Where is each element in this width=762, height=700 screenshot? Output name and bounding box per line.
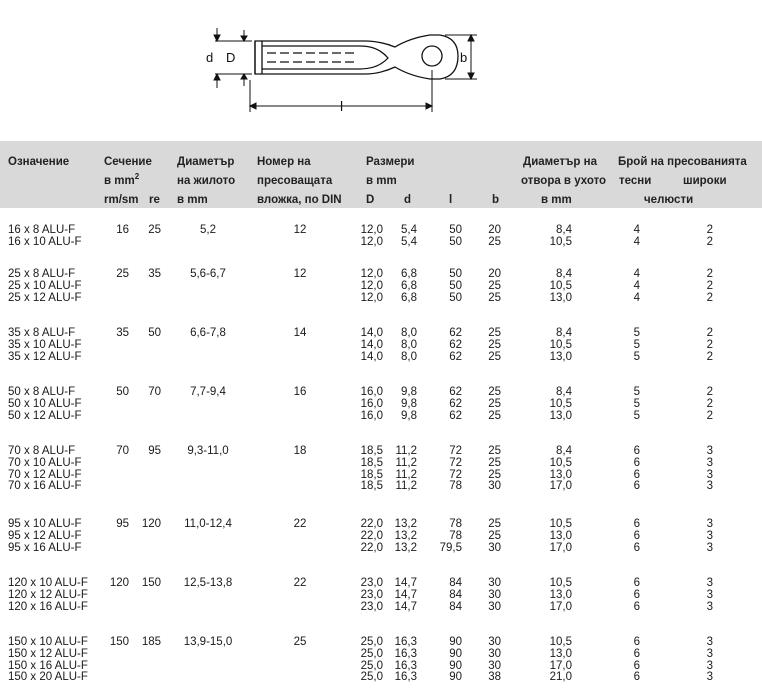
cell-l: 84 [449,600,462,613]
cell-section-rm: 35 [116,327,129,339]
cell-D: 12,0 [360,291,383,304]
cell-designation: 120 x 10 ALU-F [8,577,88,589]
cell-designation: 50 x 10 ALU-F [8,397,82,410]
cell-press-wide: 3 [706,445,713,457]
cell-press-narrow: 6 [633,529,640,542]
cell-d: 14,7 [394,600,417,613]
cell-section-rm: 25 [116,268,129,280]
cell-press-wide: 2 [706,350,713,363]
header-press-l1: Брой на пресованията [618,156,747,168]
cell-press-wide: 3 [706,647,713,660]
cell-D: 23,0 [360,600,383,613]
cell-die-number: 22 [293,518,307,530]
table-row [0,398,762,410]
cell-press-wide: 3 [706,588,713,601]
cell-wire-diameter: 9,3-11,0 [187,445,229,457]
cell-hole-diameter: 13,0 [549,291,572,304]
cell-press-narrow: 4 [633,268,640,280]
cell-D: 23,0 [360,588,383,601]
cell-designation: 16 x 8 ALU-F [8,224,76,236]
table-row [0,386,762,398]
cell-press-narrow: 6 [633,518,640,530]
dim-d-label: d [206,50,214,65]
cell-press-wide: 3 [706,468,713,481]
header-diameter-l3: в mm [177,194,208,206]
table-row [0,236,762,248]
cell-d: 9,8 [401,397,417,410]
header-press-narrow: тесни [619,175,652,187]
cell-wire-diameter: 6,6-7,8 [190,327,226,339]
cell-designation: 35 x 10 ALU-F [8,338,82,351]
cell-D: 16,0 [360,409,383,422]
header-dims-l2: в mm [366,175,397,187]
cell-l: 90 [449,636,462,648]
cell-press-narrow: 6 [633,480,640,493]
cell-hole-diameter: 10,5 [549,456,572,469]
cell-l: 78 [449,529,462,542]
cell-designation: 70 x 12 ALU-F [8,468,82,481]
cell-b: 25 [488,445,501,457]
cell-l: 50 [449,224,462,236]
cell-section-re: 25 [148,224,161,236]
cell-d: 16,3 [394,671,417,684]
cell-press-narrow: 6 [633,647,640,660]
cell-l: 62 [449,386,462,398]
header-designation: Означение [8,156,70,168]
cell-press-wide: 3 [706,636,713,648]
cell-press-narrow: 4 [633,291,640,304]
table-row [0,268,762,280]
cell-d: 13,2 [394,518,417,530]
cell-designation: 25 x 10 ALU-F [8,279,82,292]
header-press-jaws: челюсти [644,194,694,206]
cell-press-wide: 3 [706,541,713,554]
cell-hole-diameter: 13,0 [549,350,572,363]
header-hole-l2: отвора в ухото [521,175,607,187]
cell-press-narrow: 6 [633,671,640,684]
cell-D: 12,0 [360,235,383,248]
cell-l: 72 [449,445,462,457]
cell-press-narrow: 5 [633,327,640,339]
cell-wire-diameter: 13,9-15,0 [183,636,233,648]
cell-hole-diameter: 10,5 [549,338,572,351]
cell-press-narrow: 6 [633,588,640,601]
cell-section-rm: 70 [116,445,129,457]
header-press-wide: широки [683,175,727,187]
header-section-re: re [149,194,160,206]
cell-press-wide: 3 [706,671,713,684]
table-row [0,351,762,363]
table-row [0,469,762,481]
table-row [0,530,762,542]
cell-designation: 120 x 12 ALU-F [8,588,88,601]
cell-designation: 95 x 16 ALU-F [8,541,82,554]
cell-b: 25 [488,386,501,398]
cell-D: 14,0 [360,327,383,339]
cell-l: 72 [449,456,462,469]
cell-d: 16,3 [394,647,417,660]
cell-die-number: 18 [293,445,307,457]
cell-press-wide: 3 [706,659,713,672]
cell-D: 18,5 [360,480,383,493]
header-dim-l: l [449,194,453,206]
cell-hole-diameter: 8,4 [556,224,572,236]
cell-press-wide: 2 [706,327,713,339]
cell-press-narrow: 5 [633,386,640,398]
cell-D: 16,0 [360,386,383,398]
cell-section-rm: 50 [116,386,129,398]
cell-press-narrow: 6 [633,659,640,672]
dim-D-label: D [226,50,236,65]
cell-D: 16,0 [360,397,383,410]
cell-hole-diameter: 10,5 [549,397,572,410]
cell-designation: 25 x 12 ALU-F [8,291,82,304]
cell-wire-diameter: 5,6-6,7 [190,268,226,280]
cell-l: 84 [449,577,462,589]
table-row [0,410,762,422]
cell-hole-diameter: 8,4 [556,268,572,280]
cell-b: 30 [488,659,501,672]
cell-press-wide: 3 [706,480,713,493]
cell-D: 22,0 [360,529,383,542]
cell-D: 18,5 [360,456,383,469]
header-die-l1: Номер на [257,156,311,168]
cell-l: 90 [449,671,462,684]
cell-section-rm: 16 [116,224,129,236]
cell-l: 62 [449,338,462,351]
table-row [0,648,762,660]
cell-l: 79,5 [439,541,462,554]
cell-b: 25 [488,518,501,530]
cell-b: 30 [488,577,501,589]
cell-designation: 35 x 12 ALU-F [8,350,82,363]
cell-designation: 150 x 10 ALU-F [8,636,88,648]
cell-press-wide: 2 [706,397,713,410]
cell-D: 18,5 [360,445,383,457]
cell-press-wide: 2 [706,291,713,304]
cell-die-number: 14 [293,327,307,339]
cell-d: 13,2 [394,541,417,554]
table-row [0,292,762,304]
table-row [0,224,762,236]
cell-designation: 70 x 16 ALU-F [8,480,82,493]
header-die-l3: вложка, по DIN [257,194,342,206]
cell-hole-diameter: 17,0 [549,541,572,554]
cell-d: 6,8 [401,291,417,304]
cell-press-narrow: 6 [633,468,640,481]
cell-b: 25 [488,456,501,469]
cell-section-re: 70 [148,386,161,398]
cell-designation: 70 x 10 ALU-F [8,456,82,469]
cell-section-re: 35 [148,268,161,280]
cell-designation: 70 x 8 ALU-F [8,445,76,457]
cell-designation: 25 x 8 ALU-F [8,268,76,280]
cell-press-wide: 3 [706,518,713,530]
header-section-l1: Сечение [104,156,152,168]
table-row [0,660,762,672]
header-hole-l1: Диаметър на [523,156,597,168]
cell-b: 25 [488,409,501,422]
cell-D: 25,0 [360,659,383,672]
cell-press-narrow: 4 [633,224,640,236]
cell-press-wide: 2 [706,386,713,398]
cell-hole-diameter: 8,4 [556,445,572,457]
cell-D: 22,0 [360,518,383,530]
cell-designation: 120 x 16 ALU-F [8,600,88,613]
table-row [0,480,762,492]
cell-b: 25 [488,279,501,292]
cell-section-rm: 95 [116,518,129,530]
cell-D: 12,0 [360,279,383,292]
cell-section-rm: 120 [109,577,129,589]
cell-D: 12,0 [360,224,383,236]
cell-b: 30 [488,600,501,613]
cell-press-wide: 3 [706,600,713,613]
cell-press-narrow: 6 [633,600,640,613]
cell-hole-diameter: 8,4 [556,386,572,398]
cell-d: 16,3 [394,636,417,648]
cell-hole-diameter: 21,0 [549,671,572,684]
cell-l: 78 [449,480,462,493]
cell-d: 13,2 [394,529,417,542]
cell-b: 25 [488,468,501,481]
cell-d: 9,8 [401,409,417,422]
header-hole-l3: в mm [541,194,572,206]
cell-designation: 50 x 12 ALU-F [8,409,82,422]
cell-l: 78 [449,518,462,530]
cell-b: 30 [488,647,501,660]
table-row [0,518,762,530]
cell-hole-diameter: 13,0 [549,409,572,422]
cell-die-number: 22 [293,577,307,589]
cell-press-narrow: 5 [633,409,640,422]
table-row [0,671,762,683]
cell-hole-diameter: 8,4 [556,327,572,339]
cell-section-re: 50 [148,327,161,339]
cell-l: 62 [449,397,462,410]
cell-d: 8,0 [401,338,417,351]
cell-D: 25,0 [360,647,383,660]
cell-d: 11,2 [395,468,417,481]
cell-press-wide: 2 [706,409,713,422]
cell-b: 30 [488,541,501,554]
cell-press-narrow: 6 [633,636,640,648]
cell-designation: 150 x 12 ALU-F [8,647,88,660]
cell-b: 30 [488,480,501,493]
cell-d: 11,2 [395,456,417,469]
cell-d: 11,2 [395,445,417,457]
cell-D: 23,0 [360,577,383,589]
cell-designation: 150 x 16 ALU-F [8,659,88,672]
cell-hole-diameter: 17,0 [549,480,572,493]
cell-hole-diameter: 13,0 [549,647,572,660]
header-section-l2: в $mm^2$ [104,172,140,187]
cell-b: 20 [488,224,501,236]
cell-designation: 50 x 8 ALU-F [8,386,76,398]
cell-press-wide: 3 [706,456,713,469]
cell-l: 62 [449,327,462,339]
cell-press-wide: 3 [706,529,713,542]
cell-press-narrow: 6 [633,445,640,457]
cell-l: 90 [449,659,462,672]
cell-l: 84 [449,588,462,601]
cell-press-narrow: 5 [633,350,640,363]
cell-d: 6,8 [401,268,417,280]
cell-hole-diameter: 10,5 [549,518,572,530]
cell-wire-diameter: 12,5-13,8 [183,577,233,589]
cell-d: 5,4 [401,235,417,248]
cell-b: 30 [488,636,501,648]
cell-hole-diameter: 10,5 [549,235,572,248]
dim-b-label: b [460,50,468,65]
cell-d: 14,7 [394,588,417,601]
cell-b: 25 [488,235,501,248]
header-die-l2: пресоващата [257,175,333,187]
cell-section-re: 185 [141,636,161,648]
header-diameter-l1: Диаметър [177,156,235,168]
cell-b: 25 [488,529,501,542]
cell-l: 62 [449,409,462,422]
cell-press-wide: 2 [706,279,713,292]
cell-press-narrow: 4 [633,279,640,292]
table-row [0,589,762,601]
cell-press-narrow: 6 [633,577,640,589]
cell-die-number: 12 [293,268,307,280]
cell-d: 5,4 [401,224,417,236]
cell-designation: 16 x 10 ALU-F [8,235,82,248]
cell-hole-diameter: 13,0 [549,529,572,542]
cell-wire-diameter: 11,0-12,4 [184,518,232,530]
cell-hole-diameter: 17,0 [549,659,572,672]
cell-press-narrow: 5 [633,397,640,410]
cell-section-re: 95 [148,445,161,457]
cell-press-narrow: 6 [633,456,640,469]
cell-D: 25,0 [360,636,383,648]
cell-hole-diameter: 10,5 [549,577,572,589]
header-dim-d: d [404,194,412,206]
cell-D: 14,0 [360,338,383,351]
cell-l: 50 [449,268,462,280]
table-row [0,577,762,589]
header-dims-l1: Размери [366,156,415,168]
table-row [0,445,762,457]
table-row [0,636,762,648]
cell-b: 25 [488,397,501,410]
cell-l: 50 [449,235,462,248]
cell-hole-diameter: 13,0 [549,588,572,601]
cell-d: 8,0 [401,327,417,339]
cell-D: 25,0 [360,671,383,684]
cell-d: 6,8 [401,279,417,292]
cell-press-narrow: 5 [633,338,640,351]
cell-d: 9,8 [401,386,417,398]
cell-die-number: 12 [293,224,307,236]
dim-l-label: l [340,98,344,114]
cell-hole-diameter: 17,0 [549,600,572,613]
cell-l: 50 [449,291,462,304]
cable-lug-diagram [0,0,762,130]
header-dim-b: b [492,194,500,206]
table-row [0,339,762,351]
cell-d: 14,7 [394,577,417,589]
cell-b: 20 [488,268,501,280]
header-dim-D: D [366,194,375,206]
cell-press-wide: 2 [706,224,713,236]
cell-b: 30 [488,588,501,601]
cell-die-number: 16 [293,386,307,398]
cell-wire-diameter: 5,2 [200,224,216,236]
cell-designation: 95 x 12 ALU-F [8,529,82,542]
cell-press-wide: 3 [706,577,713,589]
cell-hole-diameter: 10,5 [549,636,572,648]
cell-l: 62 [449,350,462,363]
table-header [0,141,762,208]
cell-D: 22,0 [360,541,383,554]
cell-D: 18,5 [360,468,383,481]
cell-press-narrow: 6 [633,541,640,554]
cell-b: 25 [488,291,501,304]
cell-designation: 35 x 8 ALU-F [8,327,76,339]
table-row [0,601,762,613]
cell-l: 50 [449,279,462,292]
cell-l: 72 [449,468,462,481]
cell-hole-diameter: 10,5 [549,279,572,292]
cell-press-narrow: 4 [633,235,640,248]
cell-D: 12,0 [360,268,383,280]
table-row [0,542,762,554]
cell-b: 38 [488,671,501,684]
cell-b: 25 [488,350,501,363]
cell-section-re: 120 [141,518,161,530]
cell-die-number: 25 [293,636,307,648]
cell-l: 90 [449,647,462,660]
cell-hole-diameter: 13,0 [549,468,572,481]
table-row [0,280,762,292]
cell-d: 11,2 [395,480,417,493]
cell-section-re: 150 [141,577,161,589]
cell-b: 25 [488,338,501,351]
table-row [0,457,762,469]
header-section-rm: rm/sm [104,194,139,206]
cell-press-wide: 2 [706,235,713,248]
cell-press-wide: 2 [706,338,713,351]
cell-D: 14,0 [360,350,383,363]
cell-press-wide: 2 [706,268,713,280]
table-row [0,327,762,339]
cell-wire-diameter: 7,7-9,4 [190,386,226,398]
cell-d: 16,3 [394,659,417,672]
header-diameter-l2: на жилото [177,175,236,187]
cell-designation: 150 x 20 ALU-F [8,671,88,684]
cell-designation: 95 x 10 ALU-F [8,518,82,530]
cell-section-rm: 150 [109,636,129,648]
cell-d: 8,0 [401,350,417,363]
cell-b: 25 [488,327,501,339]
